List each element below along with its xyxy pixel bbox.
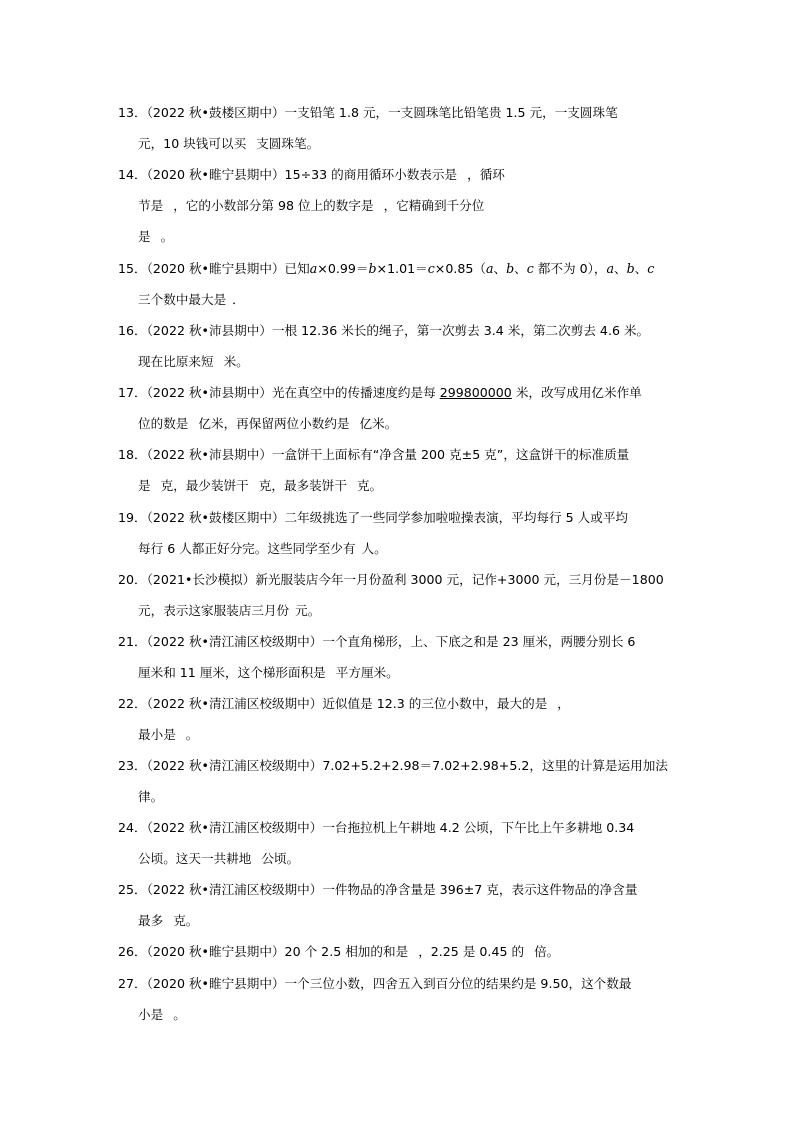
question-text: 都不为 0），: [533, 261, 607, 276]
question-line: [118, 757, 668, 775]
question-text: 厘米和 11 厘米，这个梯形面积是: [138, 665, 330, 680]
question-line: [138, 1006, 186, 1024]
question-line: [138, 664, 399, 682]
question-text: 16．（2022 秋•沛县期中）一根 12.36 米长的绳子，第一次剪去 3.4 米，第二次剪去 4.6 米。: [118, 323, 650, 338]
question-line: [118, 384, 642, 402]
question-text: ．: [232, 292, 245, 307]
question-text: 克，最多装饼干: [258, 478, 351, 493]
question-text: 、: [493, 261, 507, 276]
question-text: 24．（2022 秋•清江浦区校级期中）一台拖拉机上午耕地 4.2 公顷，下午比上午多耕地 0.34: [118, 820, 635, 835]
question-text: 公顷。这天一共耕地: [138, 851, 256, 866]
math-variable: c: [526, 261, 534, 276]
question-line: [118, 943, 559, 961]
math-variable: b: [506, 261, 515, 276]
question-line: [118, 819, 634, 837]
question-line: [138, 540, 387, 558]
question-text: 21．（2022 秋•清江浦区校级期中）一个直角梯形，上、下底之和是 23 厘米，两腰分别长 6: [118, 634, 636, 649]
question-text: 是: [138, 478, 155, 493]
question-text: 最多: [138, 913, 168, 928]
question-line: [138, 726, 198, 744]
question-text: 律。: [138, 789, 164, 804]
question-text: ×1.01＝: [376, 261, 428, 276]
math-variable: c: [427, 261, 435, 276]
math-variable: b: [626, 261, 635, 276]
question-text: 、: [634, 261, 648, 276]
question-text: 。: [173, 1007, 186, 1022]
question-text: 15．（2020 秋•睢宁县期中）已知: [118, 261, 310, 276]
question-line: [138, 197, 484, 215]
question-text: 亿米，再保留两位小数约是: [198, 416, 354, 431]
question-text: 、: [614, 261, 627, 276]
question-line: [118, 633, 635, 651]
question-text: 元。: [295, 603, 321, 618]
question-line: [138, 415, 397, 433]
math-variable: a: [606, 261, 614, 276]
question-text: 人。: [361, 541, 387, 556]
question-line: [138, 353, 249, 371]
question-text: ×0.85（: [434, 261, 486, 276]
question-line: [138, 788, 163, 806]
question-text: ，它精确到千分位: [383, 198, 485, 213]
math-variable: a: [485, 261, 494, 276]
question-text: 、: [514, 261, 527, 276]
question-line: [138, 850, 299, 868]
question-line: [138, 291, 245, 309]
question-text: ，它的小数部分第 98 位上的数字是: [173, 198, 378, 213]
question-line: [118, 695, 570, 713]
question-text: 克。: [356, 478, 383, 493]
question-text: 13．（2022 秋•鼓楼区期中）一支铅笔 1.8 元，一支圆珠笔比铅笔贵 1.5 元，一支圆珠笔: [118, 105, 618, 120]
question-text: 每行 6 人都正好分完。这些同学至少有: [138, 541, 356, 556]
math-variable: b: [368, 261, 377, 276]
question-line: [118, 571, 664, 589]
question-text: 23．（2022 秋•清江浦区校级期中）7.02+5.2+2.98＝7.02+2.98+5.2，这里的计算是运用加法: [118, 758, 668, 773]
question-text: 17．（2022 秋•沛县期中）光在真空中的传播速度约是每: [118, 385, 440, 400]
question-text: 米。: [223, 354, 249, 369]
question-text: 米，改写成用亿米作单: [511, 385, 642, 400]
question-text: 25．（2022 秋•清江浦区校级期中）一件物品的净含量是 396±7 克，表示这件物品的净含量: [118, 882, 638, 897]
question-text: 22．（2022 秋•清江浦区校级期中）近似值是 12.3 的三位小数中，最大的是: [118, 696, 552, 711]
question-text: 公顷。: [261, 851, 300, 866]
question-text: 元，10 块钱可以买: [138, 136, 251, 151]
question-text: ，2.25 是 0.45 的: [418, 944, 529, 959]
question-text: 现在比原来短: [138, 354, 218, 369]
question-line: [118, 166, 505, 184]
question-text: ×0.99＝: [317, 261, 369, 276]
question-text: ，循环: [467, 167, 505, 182]
question-text: 位的数是: [138, 416, 193, 431]
question-text: 克。: [173, 913, 199, 928]
question-text: 。: [160, 229, 174, 244]
question-line: [118, 881, 637, 899]
math-variable: a: [309, 261, 318, 276]
question-line: [118, 509, 628, 527]
question-line: [138, 228, 173, 246]
question-text: 最小是: [138, 727, 180, 742]
question-text: 元，表示这家服装店三月份: [138, 603, 290, 618]
question-text: 18．（2022 秋•沛县期中）一盒饼干上面标有“净含量 200 克±5 克”，这盒饼干的标准质量: [118, 447, 630, 462]
question-text: 倍。: [534, 944, 560, 959]
question-text: 亿米。: [359, 416, 398, 431]
question-line: [118, 104, 618, 122]
question-text: 小是: [138, 1007, 168, 1022]
underlined-number: 299800000: [439, 385, 512, 400]
question-line: [138, 602, 320, 620]
question-text: 平方厘米。: [335, 665, 399, 680]
question-text: 是: [138, 229, 155, 244]
question-text: ，: [557, 696, 570, 711]
question-text: 支圆珠笔。: [256, 136, 320, 151]
question-line: [138, 135, 319, 153]
question-line: [118, 975, 631, 993]
question-text: 20．（2021•长沙模拟）新光服装店今年一月份盈利 3000 元，记作+3000 元，三月份是－1800: [118, 572, 664, 587]
question-line: [138, 912, 198, 930]
question-line: [138, 477, 382, 495]
question-text: 三个数中最大是: [138, 292, 227, 307]
question-text: 19．（2022 秋•鼓楼区期中）二年级挑选了一些同学参加啦啦操表演，平均每行 5 人或平均: [118, 510, 629, 525]
question-text: 26．（2020 秋•睢宁县期中）20 个 2.5 相加的和是: [118, 944, 413, 959]
math-variable: c: [647, 261, 655, 276]
question-text: 节是: [138, 198, 168, 213]
question-line: [118, 446, 629, 464]
question-text: 14．（2020 秋•睢宁县期中）15÷33 的商用循环小数表示是: [118, 167, 462, 182]
question-text: 27．（2020 秋•睢宁县期中）一个三位小数，四舍五入到百分位的结果约是 9.50，这个数最: [118, 976, 632, 991]
question-text: 。: [185, 727, 199, 742]
question-line: [118, 322, 649, 340]
question-text: 克，最少装饼干: [160, 478, 253, 493]
question-line: [118, 260, 654, 278]
